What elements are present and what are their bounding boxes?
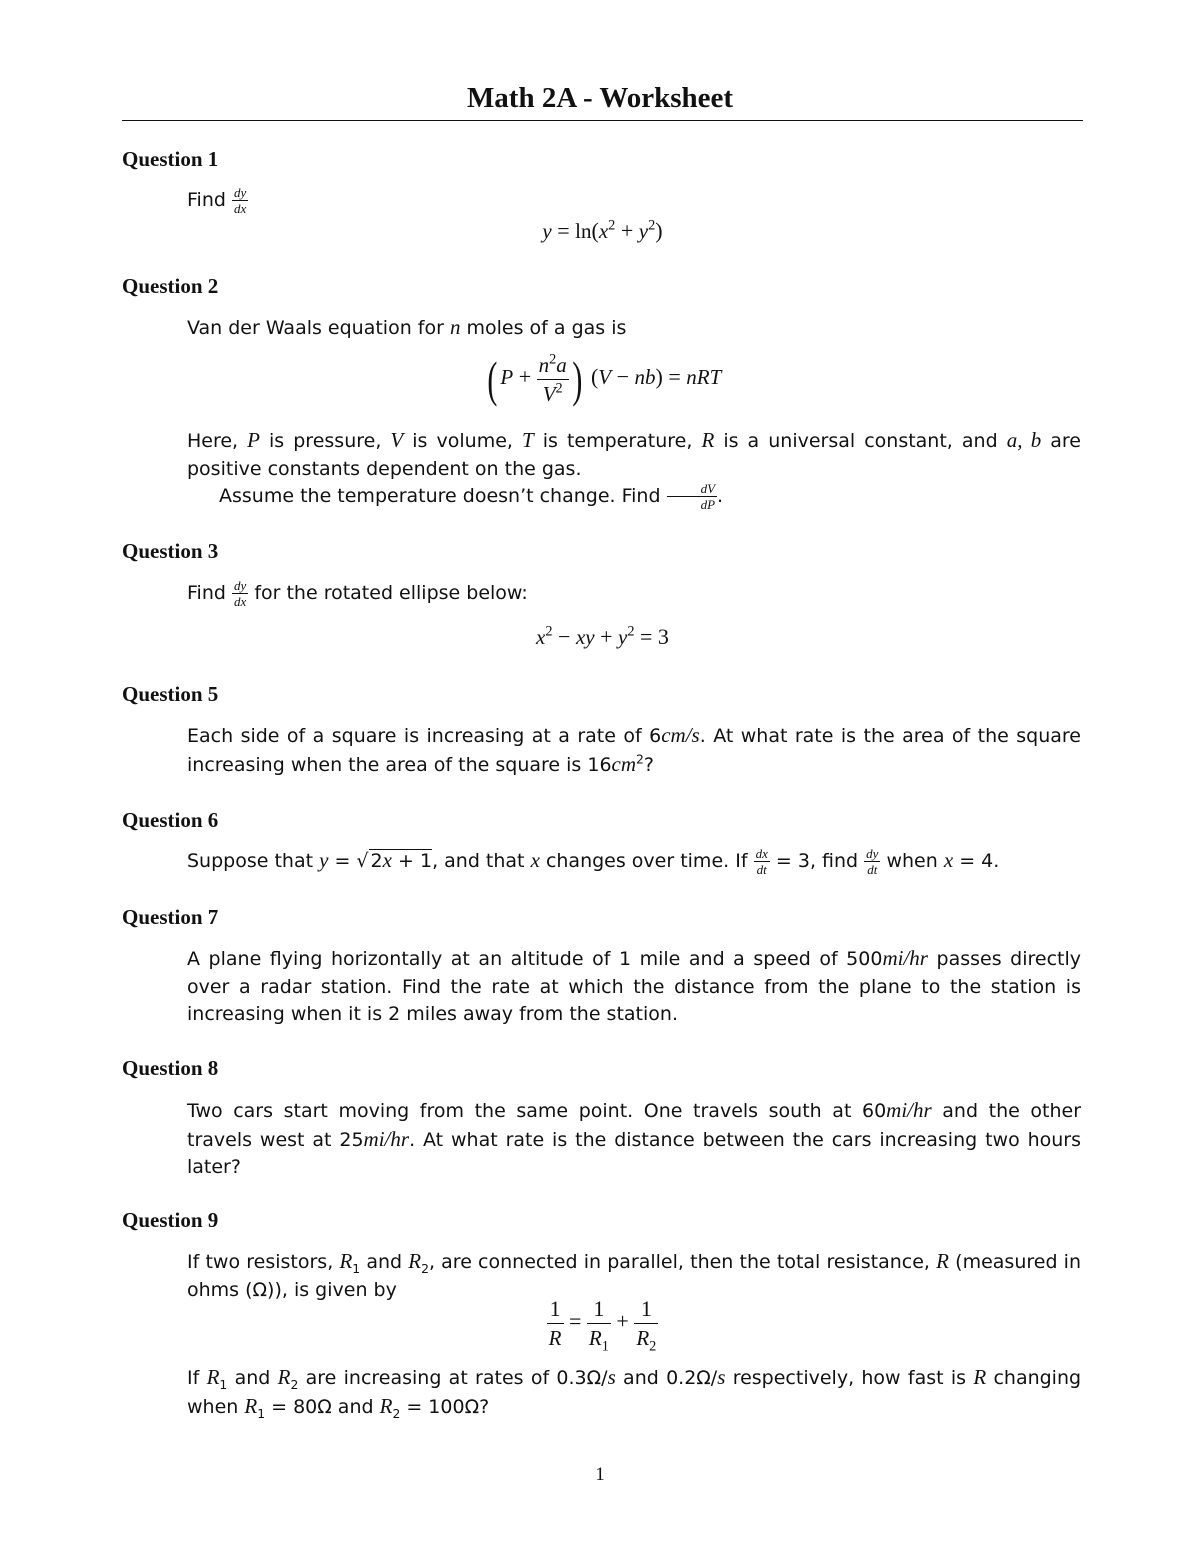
dv-dp-fraction: $\frac{dV}{dP}$: [667, 482, 717, 511]
q2-v-is: is volume,: [412, 430, 513, 452]
page-number: 1: [595, 1464, 605, 1485]
question-6-heading: Question 6: [122, 808, 219, 832]
q3-after: for the rotated ellipse below:: [254, 582, 528, 604]
q7-unit: mi/hr: [882, 946, 928, 970]
q8-b: and the other travels west at 25: [187, 1100, 1082, 1151]
q6-d: = 3, find: [775, 850, 859, 872]
q7-a: A plane flying horizontally at an altitude of 1 mile and a speed of 500: [187, 948, 883, 970]
q5-unit1: cm/s: [661, 723, 700, 747]
question-2-intro: [187, 314, 1081, 343]
question-6-body: Suppose that y = √ 2x + 1, and that x changes over time. If $\frac{dx}{dt}$ = 3, find $\frac{dy}{dt}$ when x = 4.: [187, 846, 1000, 877]
q5-unit2: cm: [611, 751, 637, 776]
question-9-intro: If two resistors, $R_1$ and $R_2$, are connected in parallel, then the total resistance, R (measured in ohms (Ω)), is given by: [187, 1249, 1082, 1301]
q9-c: (measured in ohms (Ω)), is given by: [187, 1251, 1082, 1301]
question-2-body: Here, P is pressure, V is volume, T is temperature, R is a universal constant, and a, b are positive constants dependent on the gas.: [187, 428, 1081, 480]
q9-and-2: and: [234, 1367, 271, 1389]
question-1-heading: Question 1: [122, 147, 219, 171]
q9-e: are increasing at rates of 0.3Ω/: [305, 1367, 608, 1389]
question-2-task: Assume the temperature doesn’t change. Find $\frac{dV}{dP}$ .: [219, 481, 724, 512]
question-9-task: If $R_1$ and $R_2$ are increasing at rates of 0.3Ω/s and 0.2Ω/s respectively, how fast is R changing when $R_1 = 80\Omega$ and $R_2 = 100\Omega$?: [187, 1365, 1082, 1421]
q7-b: passes directly over a radar station. Find the rate at which the distance from the plane to the station is increasing when it is 2 miles away from the station.: [187, 948, 1081, 1025]
question-9-heading: Question 9: [122, 1208, 219, 1232]
q8-unit1: mi/hr: [886, 1098, 932, 1122]
question-7-body: [187, 945, 1081, 1029]
q2-intro-end: moles of a gas is: [466, 317, 627, 339]
van-der-waals-equation: ( P + $\frac{n^2a}{V^2}$ ) (V − nb) = nRT: [487, 351, 722, 407]
ellipse-equation: $x^2$ − xy + $y^2 = 3$: [536, 623, 669, 649]
parallel-resistance-equation: $\frac{1}{R}$ = $\frac{1}{R_1}$ + $\frac{1}{R_2}$: [548, 1296, 657, 1355]
q9-and: and: [366, 1251, 403, 1273]
dy-dt-fraction: $\frac{dy}{dt}$: [866, 846, 879, 877]
title-rule: [122, 120, 1083, 121]
q5-text: Each side of a square is increasing at a rate of 6: [187, 725, 662, 747]
question-5-heading: Question 5: [122, 682, 219, 706]
question-8-heading: Question 8: [122, 1056, 219, 1080]
question-3-prompt: [187, 579, 1081, 608]
q6-e: when: [886, 850, 938, 872]
q2-here: Here,: [187, 430, 239, 452]
q2-t-is: is temperature,: [542, 430, 693, 452]
question-1-prompt: [187, 186, 1081, 215]
q9-f: and 0.2Ω/: [623, 1367, 718, 1389]
q2-p-is: is pressure,: [269, 430, 382, 452]
question-1-equation: $y = \ln(x^2 + y^2)$: [542, 217, 663, 243]
question-2-heading: Question 2: [122, 274, 219, 298]
q9-d: If: [187, 1367, 200, 1389]
q9-g: respectively, how fast is: [732, 1367, 967, 1389]
q6-f: = 4.: [959, 850, 1000, 872]
question-3-heading: Question 3: [122, 539, 219, 563]
q5-text2: . At what rate is the area of the square increasing when the area of the square is 16: [187, 725, 1081, 776]
find-word: Find: [187, 189, 226, 211]
q2-r-is: is a universal constant, and: [723, 430, 998, 452]
q6-a: Suppose that: [187, 850, 314, 872]
question-8-body: [187, 1097, 1081, 1182]
q2-assume: Assume the temperature doesn’t change. Find: [219, 485, 661, 507]
dy-dx-fraction: $\frac{dy}{dx}$: [233, 578, 247, 609]
q5-text3: ?: [643, 753, 654, 776]
q6-c: changes over time. If: [545, 850, 748, 872]
q3-find: Find: [187, 582, 226, 604]
q9-j: = 100Ω?: [406, 1395, 490, 1418]
page-title: Math 2A - Worksheet: [466, 82, 734, 114]
q8-unit2: mi/hr: [363, 1126, 410, 1151]
q9-b: , are connected in parallel, then the total resistance,: [428, 1251, 930, 1273]
q6-b: , and that: [432, 850, 525, 872]
q8-a: Two cars start moving from the same point. One travels south at 60: [187, 1100, 887, 1122]
q9-a: If two resistors,: [187, 1251, 334, 1273]
q2-intro-text: Van der Waals equation for: [187, 317, 444, 339]
q9-i: = 80Ω and: [271, 1395, 374, 1418]
q2-intro-var: n: [449, 315, 461, 339]
q2-ab-are: are positive constants dependent on the gas.: [187, 430, 1081, 480]
dx-dt-fraction: $\frac{dx}{dt}$: [755, 846, 768, 877]
q8-c: . At what rate is the distance between the cars increasing two hours later?: [187, 1128, 1081, 1178]
question-5-body: Each side of a square is increasing at a rate of 6cm/s. At what rate is the area of the square increasing when the area of the square is $16cm^2$?: [187, 723, 1081, 776]
q9-h: changing when: [187, 1367, 1082, 1418]
question-7-heading: Question 7: [122, 905, 219, 929]
dy-dx-fraction: $\frac{dy}{dx}$: [233, 185, 247, 216]
